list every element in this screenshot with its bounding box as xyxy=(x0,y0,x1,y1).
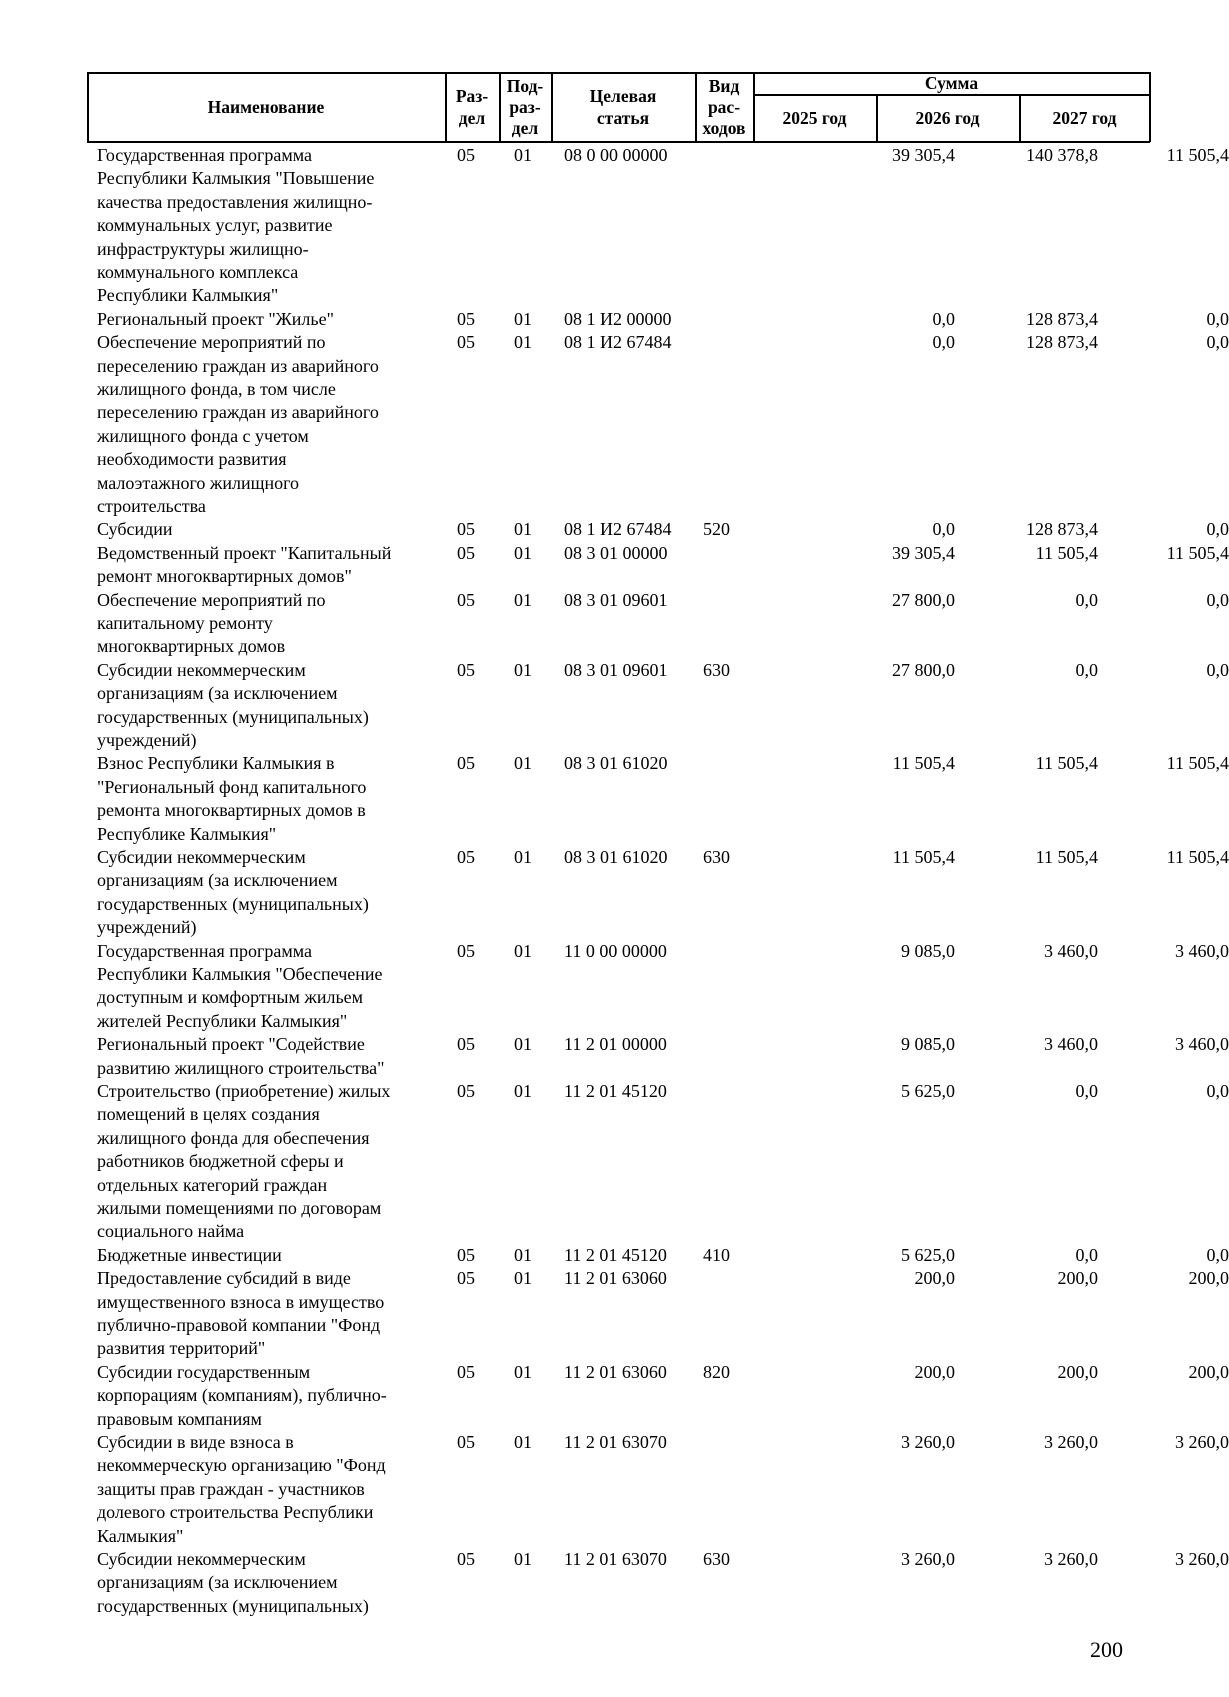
row-sum-2026: 3 460,0 xyxy=(1044,940,1098,961)
row-razdel: 05 xyxy=(457,940,475,961)
row-tselevaya: 11 2 01 63060 xyxy=(564,1361,667,1382)
row-podrazdel: 01 xyxy=(514,308,532,329)
row-razdel: 05 xyxy=(457,542,475,563)
row-sum-2025: 11 505,4 xyxy=(892,847,955,867)
row-podrazdel: 01 xyxy=(514,847,532,867)
header-razdel: Раз- дел xyxy=(455,86,489,128)
row-podrazdel: 01 xyxy=(514,145,532,165)
row-razdel: 05 xyxy=(457,332,475,353)
table-row xyxy=(87,1244,1229,1267)
row-tselevaya: 11 2 01 45120 xyxy=(564,1244,667,1265)
row-name: Субсидии xyxy=(97,519,173,540)
row-tselevaya: 11 2 01 63070 xyxy=(564,1432,667,1452)
row-podrazdel: 01 xyxy=(514,542,532,563)
row-sum-2025: 0,0 xyxy=(932,308,955,329)
table-row xyxy=(87,846,1229,940)
row-sum-2025: 0,0 xyxy=(932,519,955,540)
row-razdel: 05 xyxy=(457,145,475,165)
row-podrazdel: 01 xyxy=(514,332,532,353)
row-sum-2026: 200,0 xyxy=(1057,1268,1098,1289)
row-podrazdel: 01 xyxy=(514,1081,532,1101)
row-sum-2026: 128 873,4 xyxy=(1026,308,1098,329)
row-sum-2027: 0,0 xyxy=(1206,519,1229,540)
row-name: Бюджетные инвестиции xyxy=(97,1244,282,1265)
row-razdel: 05 xyxy=(457,847,475,867)
row-name: Ведомственный проект "Капитальный ремонт многоквартирных домов" xyxy=(97,542,392,587)
row-razdel: 05 xyxy=(457,1361,475,1382)
row-podrazdel: 01 xyxy=(514,589,532,610)
row-sum-2025: 9 085,0 xyxy=(901,940,955,961)
row-name: Обеспечение мероприятий по капитальному ремонту многоквартирных домов xyxy=(97,589,326,657)
row-podrazdel: 01 xyxy=(514,519,532,540)
row-sum-2025: 200,0 xyxy=(914,1361,955,1382)
row-podrazdel: 01 xyxy=(514,1361,532,1382)
row-sum-2025: 27 800,0 xyxy=(892,659,955,680)
row-razdel: 05 xyxy=(457,1432,475,1452)
row-sum-2025: 0,0 xyxy=(932,332,955,353)
row-razdel: 05 xyxy=(457,308,475,329)
row-sum-2027: 0,0 xyxy=(1206,1244,1229,1265)
table-row xyxy=(87,331,1229,518)
header-2026: 2026 год xyxy=(915,108,980,128)
row-sum-2025: 3 260,0 xyxy=(901,1549,955,1569)
header-2025: 2025 год xyxy=(782,108,847,128)
table-row xyxy=(87,1267,1229,1361)
row-vid: 630 xyxy=(703,847,730,867)
row-sum-2027: 0,0 xyxy=(1206,589,1229,610)
row-sum-2026: 128 873,4 xyxy=(1026,332,1098,353)
row-name: Региональный проект "Содействие развитию жилищного строительства" xyxy=(97,1034,385,1078)
row-sum-2027: 0,0 xyxy=(1206,308,1229,329)
table-header xyxy=(87,72,1150,142)
row-sum-2027: 0,0 xyxy=(1206,332,1229,353)
row-podrazdel: 01 xyxy=(514,1268,532,1289)
row-tselevaya: 11 2 01 63060 xyxy=(564,1268,667,1289)
row-razdel: 05 xyxy=(457,519,475,540)
table-row xyxy=(87,144,1229,308)
row-podrazdel: 01 xyxy=(514,1432,532,1452)
row-sum-2025: 11 505,4 xyxy=(892,753,955,774)
row-podrazdel: 01 xyxy=(514,659,532,680)
table-row xyxy=(87,308,1229,331)
row-sum-2025: 3 260,0 xyxy=(901,1432,955,1452)
row-sum-2027: 0,0 xyxy=(1206,1081,1229,1101)
row-sum-2026: 0,0 xyxy=(1075,1081,1098,1101)
row-sum-2027: 11 505,4 xyxy=(1166,542,1229,563)
row-sum-2026: 200,0 xyxy=(1057,1361,1098,1382)
row-name: Субсидии некоммерческим организациям (за исключением государственных (муниципальных) xyxy=(97,1549,369,1616)
header-name: Наименование xyxy=(207,97,325,117)
table-row xyxy=(87,940,1229,1034)
row-podrazdel: 01 xyxy=(514,1549,532,1569)
row-podrazdel: 01 xyxy=(514,753,532,774)
row-vid: 630 xyxy=(703,659,730,680)
row-razdel: 05 xyxy=(457,1244,475,1265)
row-sum-2027: 11 505,4 xyxy=(1166,145,1229,165)
row-vid: 820 xyxy=(703,1361,730,1382)
row-name: Взнос Республики Калмыкия в "Региональный фонд капитального ремонта многоквартирных домов в Республике Калмыкия" xyxy=(97,753,367,844)
row-podrazdel: 01 xyxy=(514,1244,532,1265)
row-name: Строительство (приобретение) жилых помещений в целях создания жилищного фонда для обеспечения работников бюджетной сферы и отдельных категорий граждан жилыми помещениями по договорам социального найма xyxy=(97,1081,391,1242)
row-sum-2026: 140 378,8 xyxy=(1026,145,1098,165)
row-razdel: 05 xyxy=(457,1268,475,1289)
row-sum-2025: 39 305,4 xyxy=(892,145,955,165)
header-podrazdel: Под- раз- дел xyxy=(506,75,544,138)
row-sum-2027: 3 460,0 xyxy=(1175,1034,1229,1055)
row-sum-2025: 9 085,0 xyxy=(901,1034,955,1055)
row-sum-2026: 0,0 xyxy=(1075,589,1098,610)
row-tselevaya: 11 2 01 00000 xyxy=(564,1034,667,1055)
row-tselevaya: 08 1 И2 67484 xyxy=(564,332,672,353)
table-row xyxy=(87,659,1229,753)
row-tselevaya: 11 2 01 63070 xyxy=(564,1549,667,1569)
table-row xyxy=(87,518,1229,541)
row-razdel: 05 xyxy=(457,753,475,774)
row-sum-2026: 128 873,4 xyxy=(1026,519,1098,540)
row-name: Государственная программа Республики Калмыкия "Повышение качества предоставления жилищно- коммунальных услуг, развитие инфраструктуры жилищно- коммунального комплекса Республики Калмыкия" xyxy=(97,145,375,306)
header-summa: Сумма xyxy=(924,73,979,93)
row-sum-2026: 3 460,0 xyxy=(1044,1034,1098,1055)
row-sum-2026: 3 260,0 xyxy=(1044,1432,1098,1452)
row-sum-2027: 3 260,0 xyxy=(1175,1549,1229,1569)
row-tselevaya: 08 3 01 61020 xyxy=(564,847,668,867)
row-sum-2026: 0,0 xyxy=(1075,1244,1098,1265)
row-sum-2027: 200,0 xyxy=(1188,1268,1229,1289)
row-podrazdel: 01 xyxy=(514,940,532,961)
row-tselevaya: 11 0 00 00000 xyxy=(564,940,667,961)
row-tselevaya: 08 3 01 61020 xyxy=(564,753,668,774)
row-sum-2027: 3 260,0 xyxy=(1175,1432,1229,1452)
row-sum-2027: 11 505,4 xyxy=(1166,847,1229,867)
row-razdel: 05 xyxy=(457,659,475,680)
header-tselevaya: Целевая статья xyxy=(589,86,657,128)
row-name: Предоставление субсидий в виде имущественного взноса в имущество публично-правовой компании "Фонд развития территорий" xyxy=(97,1268,385,1359)
row-podrazdel: 01 xyxy=(514,1034,532,1055)
row-tselevaya: 08 3 01 09601 xyxy=(564,659,668,680)
row-tselevaya: 11 2 01 45120 xyxy=(564,1081,667,1101)
row-razdel: 05 xyxy=(457,1081,475,1101)
row-razdel: 05 xyxy=(457,1034,475,1055)
row-tselevaya: 08 1 И2 67484 xyxy=(564,519,672,540)
table-row xyxy=(87,542,1229,589)
table-row xyxy=(87,1548,1229,1618)
row-name: Региональный проект "Жилье" xyxy=(97,308,334,329)
table-row xyxy=(87,1431,1229,1548)
row-tselevaya: 08 3 01 00000 xyxy=(564,542,668,563)
row-vid: 630 xyxy=(703,1549,730,1569)
table-row xyxy=(87,589,1229,659)
row-sum-2025: 27 800,0 xyxy=(892,589,955,610)
row-name: Субсидии государственным корпорациям (компаниям), публично- правовым компаниям xyxy=(97,1361,387,1429)
row-sum-2026: 11 505,4 xyxy=(1035,542,1098,563)
row-tselevaya: 08 3 01 09601 xyxy=(564,589,668,610)
table-row xyxy=(87,1080,1229,1244)
row-sum-2025: 5 625,0 xyxy=(901,1081,955,1101)
row-sum-2026: 11 505,4 xyxy=(1035,753,1098,774)
row-sum-2026: 11 505,4 xyxy=(1035,847,1098,867)
row-tselevaya: 08 0 00 00000 xyxy=(564,145,668,165)
row-tselevaya: 08 1 И2 00000 xyxy=(564,308,672,329)
row-sum-2027: 3 460,0 xyxy=(1175,940,1229,961)
row-name: Государственная программа Республики Калмыкия "Обеспечение доступным и комфортным жильем жителей Республики Калмыкия" xyxy=(97,940,383,1031)
row-name: Обеспечение мероприятий по переселению граждан из аварийного жилищного фонда, в том числе переселению граждан из аварийного жилищного фонда с учетом необходимости развития малоэтажного жилищного строительства xyxy=(97,332,379,517)
row-sum-2027: 11 505,4 xyxy=(1166,753,1229,774)
row-name: Субсидии некоммерческим организациям (за исключением государственных (муниципальных) учреждений) xyxy=(97,659,369,751)
table-row xyxy=(87,1033,1229,1080)
row-sum-2027: 0,0 xyxy=(1206,659,1229,680)
row-vid: 410 xyxy=(703,1244,730,1265)
row-razdel: 05 xyxy=(457,1549,475,1569)
header-vid: Вид рас- ходов xyxy=(702,75,746,138)
row-name: Субсидии в виде взноса в некоммерческую организацию "Фонд защиты прав граждан - участников долевого строительства Республики Калмыкия" xyxy=(97,1432,386,1546)
row-vid: 520 xyxy=(703,519,730,540)
row-razdel: 05 xyxy=(457,589,475,610)
row-sum-2026: 3 260,0 xyxy=(1044,1549,1098,1569)
header-2027: 2027 год xyxy=(1052,108,1117,128)
page-number: 200 xyxy=(1090,1637,1123,1662)
row-sum-2025: 5 625,0 xyxy=(901,1244,955,1265)
table-row xyxy=(87,1361,1229,1431)
row-sum-2025: 39 305,4 xyxy=(892,542,955,563)
table-row xyxy=(87,752,1229,846)
row-sum-2025: 200,0 xyxy=(914,1268,955,1289)
row-sum-2026: 0,0 xyxy=(1075,659,1098,680)
row-name: Субсидии некоммерческим организациям (за исключением государственных (муниципальных) учреждений) xyxy=(97,847,369,938)
row-sum-2027: 200,0 xyxy=(1188,1361,1229,1382)
